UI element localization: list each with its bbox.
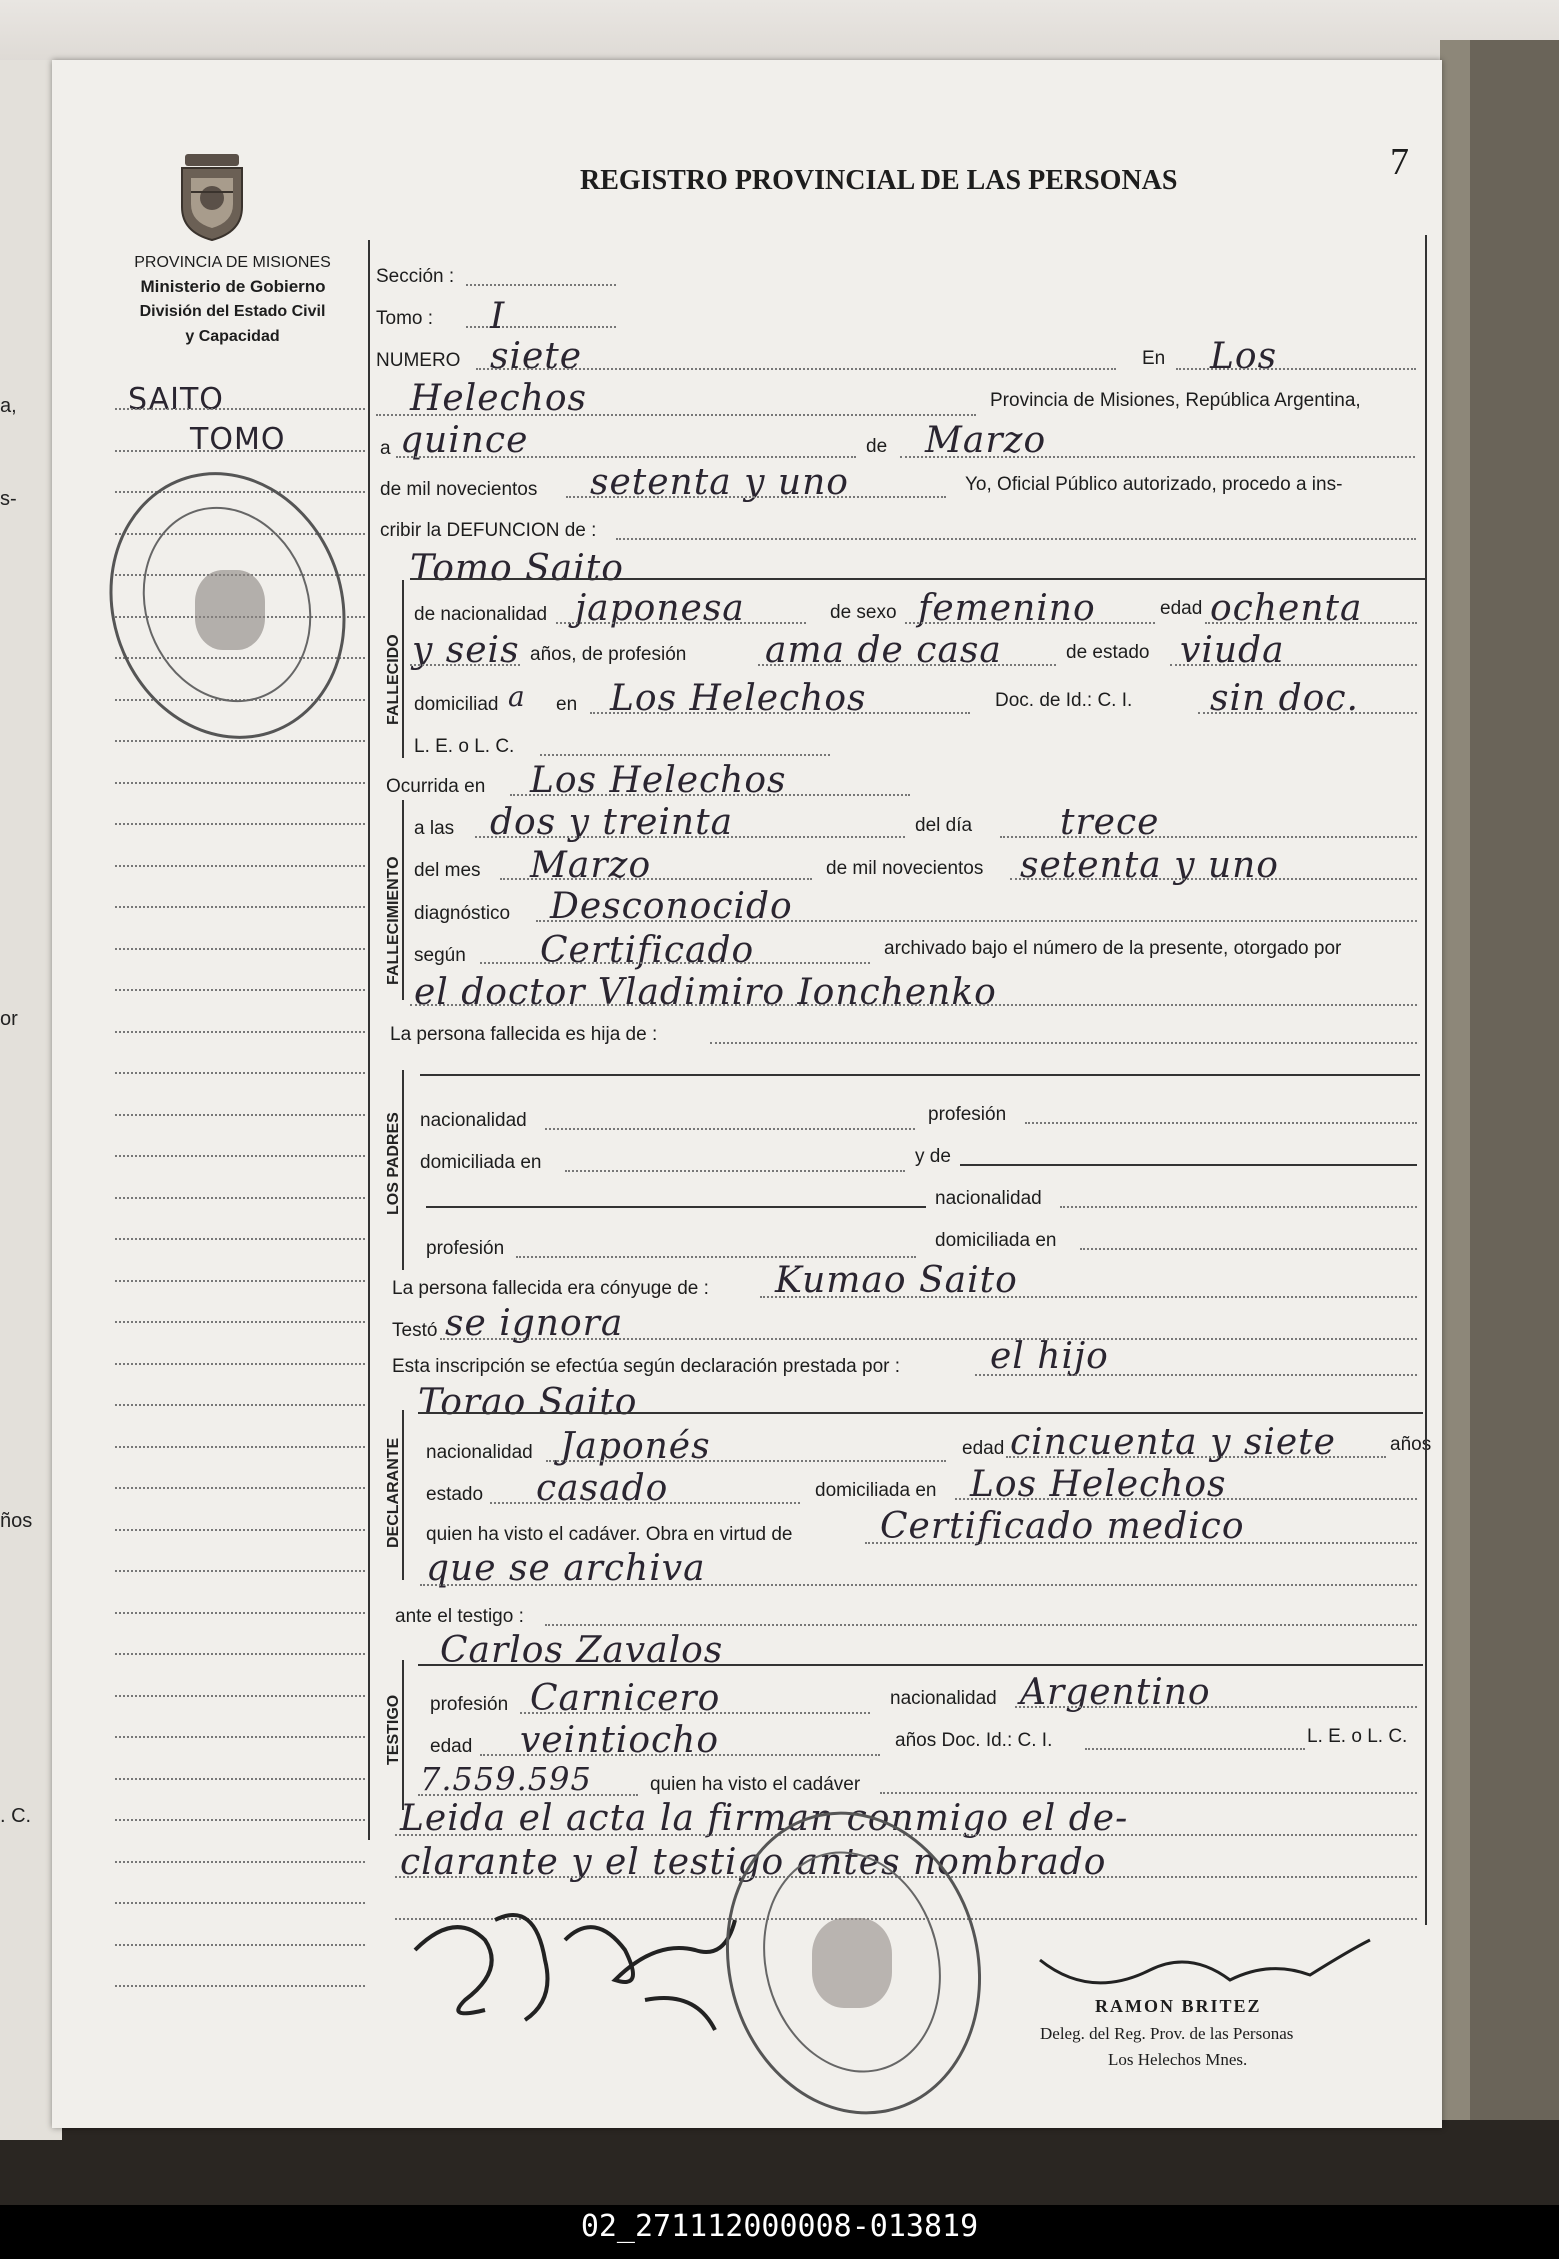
padre-name-line	[420, 1074, 1420, 1076]
declarante-name: Torao Saito	[418, 1382, 638, 1423]
book-cover	[1470, 40, 1559, 2120]
tomo-field	[466, 326, 616, 328]
margin-rule	[115, 1653, 365, 1655]
division-label-2: y Capacidad	[185, 328, 280, 345]
deceased-name: Tomo Saito	[410, 548, 624, 589]
margin-note-name: TOMO	[190, 422, 286, 457]
doc-field	[1198, 712, 1417, 714]
declarante-cadaver-value-2: que se archiva	[426, 1548, 706, 1589]
margin-rule	[115, 1197, 365, 1199]
diagnostico-label: diagnóstico	[414, 903, 511, 924]
en-field	[1176, 368, 1416, 370]
declarante-cadaver-field	[865, 1542, 1417, 1544]
day-value: quince	[400, 420, 529, 461]
madre-domicilio-label: domiciliada en	[935, 1230, 1057, 1251]
closing-line-2: clarante y el testigo antes nombrado	[400, 1842, 1107, 1883]
sexo-label: de sexo	[830, 602, 897, 623]
tomo-value: I	[490, 296, 506, 337]
seal-emblem-icon	[195, 570, 265, 650]
le-lc-field	[540, 754, 830, 756]
madre-nacionalidad-label: nacionalidad	[935, 1188, 1042, 1209]
madre-domicilio-field	[1080, 1248, 1417, 1250]
testo-field	[440, 1338, 1417, 1340]
ministry-label: Ministerio de Gobierno	[140, 277, 326, 296]
madre-y-de-label: y de	[915, 1146, 951, 1167]
testigo-cadaver-text: quien ha visto el cadáver	[650, 1774, 861, 1795]
segun-label: según	[414, 945, 466, 966]
declarante-name-line	[418, 1412, 1423, 1414]
ocurrida-label: Ocurrida en	[386, 776, 486, 797]
coat-of-arms-icon	[177, 152, 247, 242]
margin-rule	[115, 450, 365, 452]
day-field	[396, 456, 856, 458]
hora-value: dos y treinta	[490, 802, 734, 843]
testigo-cadaver-field	[880, 1792, 1417, 1794]
inscripcion-value: el hijo	[990, 1336, 1109, 1377]
testo-label: Testó	[392, 1320, 438, 1341]
sexo-value: femenino	[918, 588, 1096, 629]
margin-rule	[115, 1570, 365, 1572]
padre-domicilio-field	[565, 1170, 905, 1172]
margin-rule	[115, 1985, 365, 1987]
inscripcion-field	[975, 1374, 1417, 1376]
margin-rule	[115, 1695, 365, 1697]
inscripcion-text: Esta inscripción se efectúa según declaración prestada por :	[392, 1356, 901, 1377]
conyuge-value: Kumao Saito	[775, 1260, 1018, 1301]
de-label: de	[866, 436, 888, 457]
numero-label: NUMERO	[376, 350, 461, 371]
en-value: Los	[1210, 336, 1278, 377]
margin-rule	[115, 1446, 365, 1448]
dia-value: trece	[1060, 802, 1160, 843]
testigo-nacionalidad-field	[1015, 1706, 1417, 1708]
declarante-domicilio-value: Los Helechos	[970, 1464, 1227, 1505]
anio-value: setenta y uno	[1020, 845, 1279, 886]
domiciliado-suffix: a	[508, 680, 526, 713]
left-page-text: or	[0, 1008, 18, 1030]
seccion-field	[466, 284, 616, 286]
testigo-doc-field	[1085, 1748, 1305, 1750]
anio-field	[1010, 878, 1417, 880]
margin-note-surname: SAITO	[128, 382, 224, 417]
margin-rule	[115, 1487, 365, 1489]
padres-side-label: LOS PADRES	[385, 1112, 402, 1215]
domiciliado-label: domiciliad	[414, 694, 499, 715]
page-title: REGISTRO PROVINCIAL DE LAS PERSONAS	[580, 165, 1178, 196]
margin-rule	[115, 865, 365, 867]
deceased-name-line	[410, 578, 1425, 580]
margin-rule	[115, 906, 365, 908]
nacionalidad-value: japonesa	[575, 588, 745, 629]
year-label: de mil novecientos	[380, 479, 538, 500]
margin-rule	[115, 1736, 365, 1738]
declarante-edad-field	[1006, 1456, 1386, 1458]
dia-field	[1000, 836, 1417, 838]
margin-rule	[115, 782, 365, 784]
padre-domicilio-label: domiciliada en	[420, 1152, 542, 1173]
declarante-estado-label: estado	[426, 1484, 484, 1505]
inscribir-text: cribir la DEFUNCION de :	[380, 520, 597, 541]
madre-name-line	[960, 1164, 1417, 1166]
doc-label: Doc. de Id.: C. I.	[995, 690, 1133, 711]
margin-rule	[115, 1944, 365, 1946]
domicilio-value: Los Helechos	[610, 678, 867, 719]
oficial-text: Yo, Oficial Público autorizado, procedo a ins-	[965, 474, 1343, 495]
declarante-nacionalidad-value: Japonés	[560, 1426, 711, 1467]
province-label: PROVINCIA DE MISIONES	[134, 254, 331, 271]
year-field	[566, 496, 946, 498]
testigo-profesion-label: profesión	[430, 1694, 509, 1715]
madre-profesion-field	[516, 1256, 916, 1258]
margin-rule	[115, 1902, 365, 1904]
official-role: Deleg. del Reg. Prov. de las Personas	[1040, 2024, 1294, 2043]
declarante-cadaver-field-2	[420, 1584, 1417, 1586]
diagnostico-value: Desconocido	[550, 886, 793, 927]
bottom-seal-emblem-icon	[812, 1918, 892, 2008]
background-top	[0, 0, 1559, 62]
testigo-side-label: TESTIGO	[385, 1694, 402, 1765]
footer-id: 02_271112000008-013819	[580, 2209, 979, 2244]
ante-testigo-label: ante el testigo :	[395, 1606, 524, 1627]
edad-field	[1205, 622, 1417, 624]
declarante-cadaver-text: quien ha visto el cadáver. Obra en virtud de	[426, 1524, 793, 1545]
margin-rule	[115, 408, 365, 410]
year-value: setenta y uno	[590, 462, 849, 503]
testo-value: se ignora	[445, 1303, 624, 1344]
ocurrida-value: Los Helechos	[530, 760, 787, 801]
mes-value: Marzo	[530, 845, 652, 886]
page-number: 7	[1390, 141, 1409, 183]
testigo-nacionalidad-label: nacionalidad	[890, 1688, 997, 1709]
madre-nacionalidad-field	[1060, 1206, 1417, 1208]
testigo-doc-value: 7.559.595	[420, 1760, 592, 1798]
official-place: Los Helechos Mnes.	[1108, 2050, 1248, 2069]
estado-label: de estado	[1066, 642, 1150, 663]
conyuge-field	[760, 1296, 1417, 1298]
testigo-doc-label: años Doc. Id.: C. I.	[895, 1730, 1053, 1751]
margin-rule	[115, 1861, 365, 1863]
declarante-estado-field	[490, 1502, 800, 1504]
profesion-field	[758, 664, 1056, 666]
right-border-line	[1425, 235, 1427, 1925]
margin-divider	[368, 240, 370, 1840]
declarante-edad-value: cincuenta y siete	[1010, 1422, 1336, 1463]
margin-rule	[115, 823, 365, 825]
segun-field	[480, 962, 870, 964]
testigo-profesion-value: Carnicero	[530, 1678, 721, 1719]
month-value: Marzo	[925, 420, 1047, 461]
declarante-cadaver-value: Certificado medico	[880, 1506, 1245, 1547]
conyuge-label: La persona fallecida era cónyuge de :	[392, 1278, 709, 1299]
hora-field	[475, 836, 905, 838]
margin-rule	[115, 948, 365, 950]
doc-value: sin doc.	[1210, 678, 1359, 719]
anio-label: de mil novecientos	[826, 858, 984, 879]
declarante-nacionalidad-field	[546, 1460, 946, 1462]
inscribir-field	[616, 538, 1416, 540]
en-label: En	[1142, 348, 1166, 369]
medico-field	[410, 1004, 1417, 1006]
testigo-doc-field-2	[418, 1794, 638, 1796]
edad-value: ochenta	[1210, 588, 1363, 629]
margin-rule	[115, 989, 365, 991]
estado-value: viuda	[1180, 630, 1285, 671]
declarante-side-label: DECLARANTE	[385, 1437, 402, 1548]
mes-label: del mes	[414, 860, 481, 881]
profesion-value: ama de casa	[765, 630, 1002, 671]
margin-rule	[115, 740, 365, 742]
testigo-name: Carlos Zavalos	[440, 1630, 724, 1671]
testigo-name-line	[418, 1664, 1423, 1666]
edad-value-2: y seis	[412, 630, 520, 671]
declarante-domicilio-field	[955, 1498, 1417, 1500]
closing-line-1: Leida el acta la firman conmigo el de-	[400, 1798, 1129, 1839]
diagnostico-field	[536, 920, 1417, 922]
testigo-edad-label: edad	[430, 1736, 473, 1757]
archivado-text: archivado bajo el número de la presente, otorgado por	[884, 938, 1342, 959]
margin-rule	[115, 1778, 365, 1780]
dia-label: del día	[915, 815, 973, 836]
left-page-text: s-	[0, 488, 17, 510]
nacionalidad-label: de nacionalidad	[414, 604, 548, 625]
hora-label: a las	[414, 818, 455, 839]
margin-rule	[115, 1114, 365, 1116]
testigo-edad-field	[480, 1754, 880, 1756]
tomo-label: Tomo :	[376, 308, 434, 329]
ocurrida-field	[510, 794, 910, 796]
le-lc-label: L. E. o L. C.	[414, 736, 515, 757]
declarante-estado-value: casado	[536, 1468, 669, 1509]
left-page-text: a,	[0, 395, 17, 417]
domicilio-field	[590, 712, 970, 714]
place-field	[376, 414, 976, 416]
testigo-nacionalidad-value: Argentino	[1020, 1672, 1211, 1713]
margin-rule	[115, 1321, 365, 1323]
nacionalidad-field	[556, 622, 806, 624]
madre-line	[426, 1206, 926, 1208]
testigo-le-lc-label: L. E. o L. C.	[1307, 1726, 1408, 1747]
seccion-label: Sección :	[376, 266, 455, 287]
margin-rule	[115, 1404, 365, 1406]
anos-profesion-label: años, de profesión	[530, 644, 687, 665]
padre-profesion-field	[1025, 1122, 1417, 1124]
padre-nacionalidad-label: nacionalidad	[420, 1110, 527, 1131]
padre-profesion-label: profesión	[928, 1104, 1007, 1125]
madre-profesion-label: profesión	[426, 1238, 505, 1259]
padre-nacionalidad-field	[545, 1128, 915, 1130]
declarante-edad-label: edad	[962, 1438, 1005, 1459]
margin-rule	[115, 1072, 365, 1074]
province-text: Provincia de Misiones, República Argentina,	[990, 390, 1361, 411]
mes-field	[500, 878, 812, 880]
testigo-edad-value: veintiocho	[520, 1720, 720, 1761]
fallecido-side-label: FALLECIDO	[385, 634, 402, 725]
fallecimiento-side-label: FALLECIMIENTO	[385, 856, 402, 985]
medico-value: el doctor Vladimiro Ionchenko	[414, 972, 997, 1013]
margin-rule	[115, 1819, 365, 1821]
declarante-domicilio-label: domiciliada en	[815, 1480, 937, 1501]
margin-rule	[115, 1155, 365, 1157]
margin-rule	[115, 1280, 365, 1282]
month-field	[900, 456, 1415, 458]
numero-value: siete	[490, 336, 583, 377]
ante-testigo-field	[545, 1624, 1417, 1626]
margin-rule	[115, 1031, 365, 1033]
hija-text: La persona fallecida es hija de :	[390, 1024, 658, 1045]
margin-rule	[115, 1363, 365, 1365]
declarante-anos-label: años	[1390, 1434, 1432, 1455]
edad-field-2	[410, 664, 520, 666]
division-label: División del Estado Civil	[139, 303, 326, 320]
estado-field	[1170, 664, 1417, 666]
hija-field	[710, 1042, 1417, 1044]
left-page-text: . C.	[0, 1805, 32, 1827]
official-name: RAMON BRITEZ	[1095, 1996, 1262, 2016]
left-page-text: ños	[0, 1510, 33, 1532]
numero-field	[476, 368, 1116, 370]
domicilio-en-label: en	[556, 694, 578, 715]
testigo-profesion-field	[520, 1712, 870, 1714]
a-label: a	[380, 438, 391, 459]
edad-label: edad	[1160, 598, 1203, 619]
place-value: Helechos	[410, 378, 588, 419]
sexo-field	[905, 622, 1155, 624]
margin-rule	[115, 1238, 365, 1240]
segun-value: Certificado	[540, 930, 755, 971]
declarante-nacionalidad-label: nacionalidad	[426, 1442, 533, 1463]
margin-rule	[115, 1612, 365, 1614]
margin-rule	[115, 1529, 365, 1531]
